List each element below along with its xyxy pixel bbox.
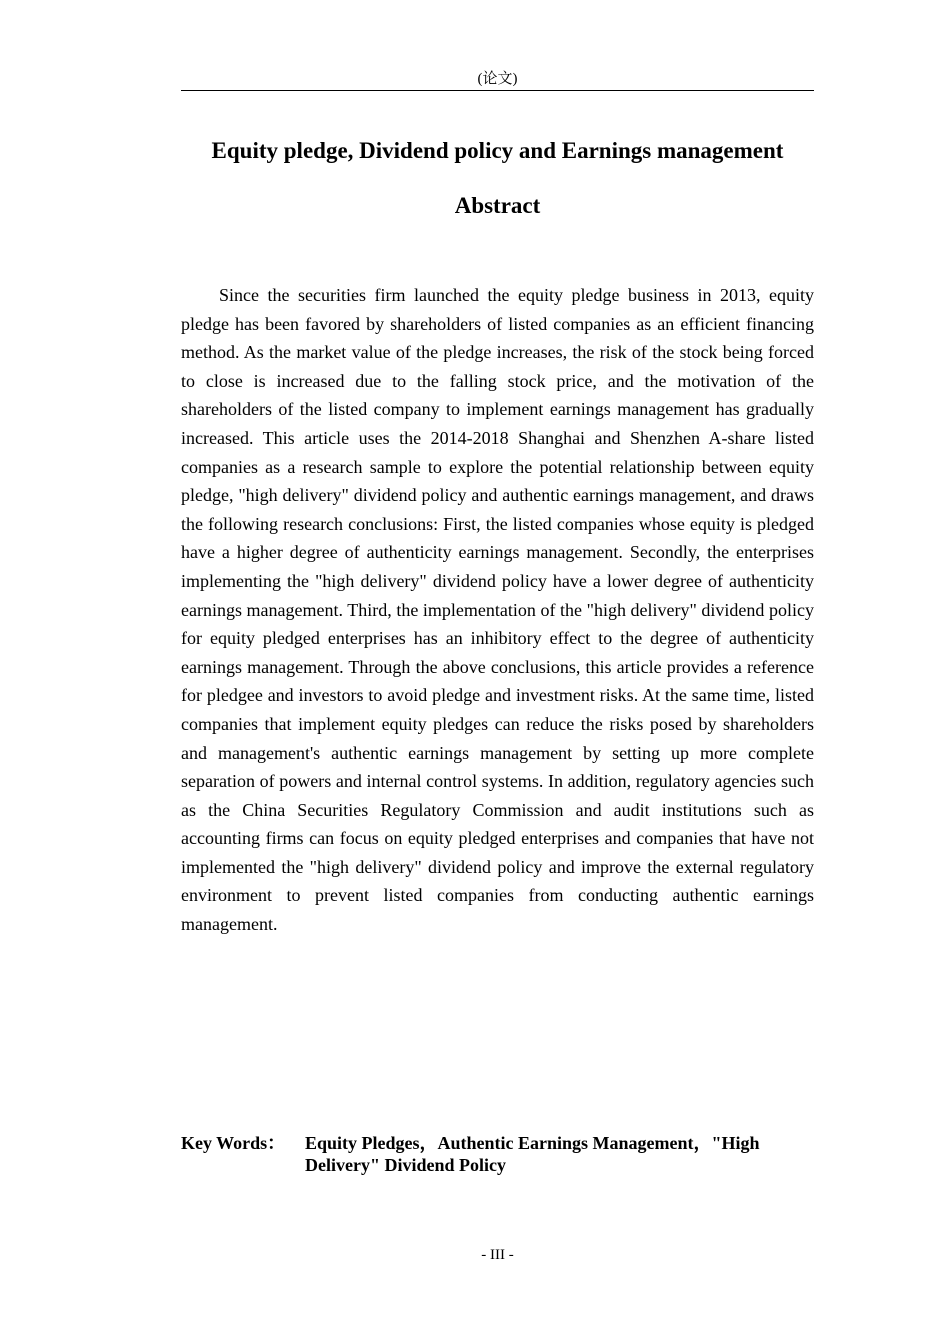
abstract-heading: Abstract — [454, 193, 541, 218]
keywords-label: Key Words： — [181, 1133, 286, 1153]
running-header — [181, 70, 814, 91]
page-number: - III - — [481, 1247, 514, 1263]
keywords-list: Equity Pledges，Authentic Earnings Management，"High Delivery" Dividend Policy — [305, 1133, 760, 1175]
running-header-text: (论文) — [477, 71, 518, 87]
paper-title: Equity pledge, Dividend policy and Earnings management — [211, 138, 784, 163]
abstract-body: Since the securities firm launched the equity pledge business in 2013, equity pledge has been favored by shareholders of listed companies as an efficient financing method. As the market value of the pledge increases, the risk of the stock being forced to close is increased due to the falling stock price, and the motivation of the shareholders of the listed company to implement earnings management has gradually increased. This article uses the 2014-2018 Shanghai and Shenzhen A-share listed companies as a research sample to explore the potential relationship between equity pledge, "high delivery" dividend policy and authentic earnings management, and draws the following research conclusions: First, the listed companies whose equity is pledged have a higher degree of authenticity earnings management. Secondly, the enterprises implementing the "high delivery" dividend policy have a lower degree of authenticity earnings management. Third, the implementation of the "high delivery" dividend policy for equity pledged enterprises has an inhibitory effect to the degree of authenticity earnings management. Through the above conclusions, this article provides a reference for pledgee and investors to avoid pledge and investment risks. At the same time, listed companies that implement equity pledges can reduce the risks posed by shareholders and management's authentic earnings management by setting up more complete separation of powers and internal control systems. In addition, regulatory agencies such as the China Securities Regulatory Commission and audit institutions such as accounting firms can focus on equity pledged enterprises and companies that have not implemented the "high delivery" dividend policy and improve the external regulatory environment to prevent listed companies from conducting authentic earnings management. — [181, 285, 814, 935]
keywords-section — [181, 1132, 814, 1176]
